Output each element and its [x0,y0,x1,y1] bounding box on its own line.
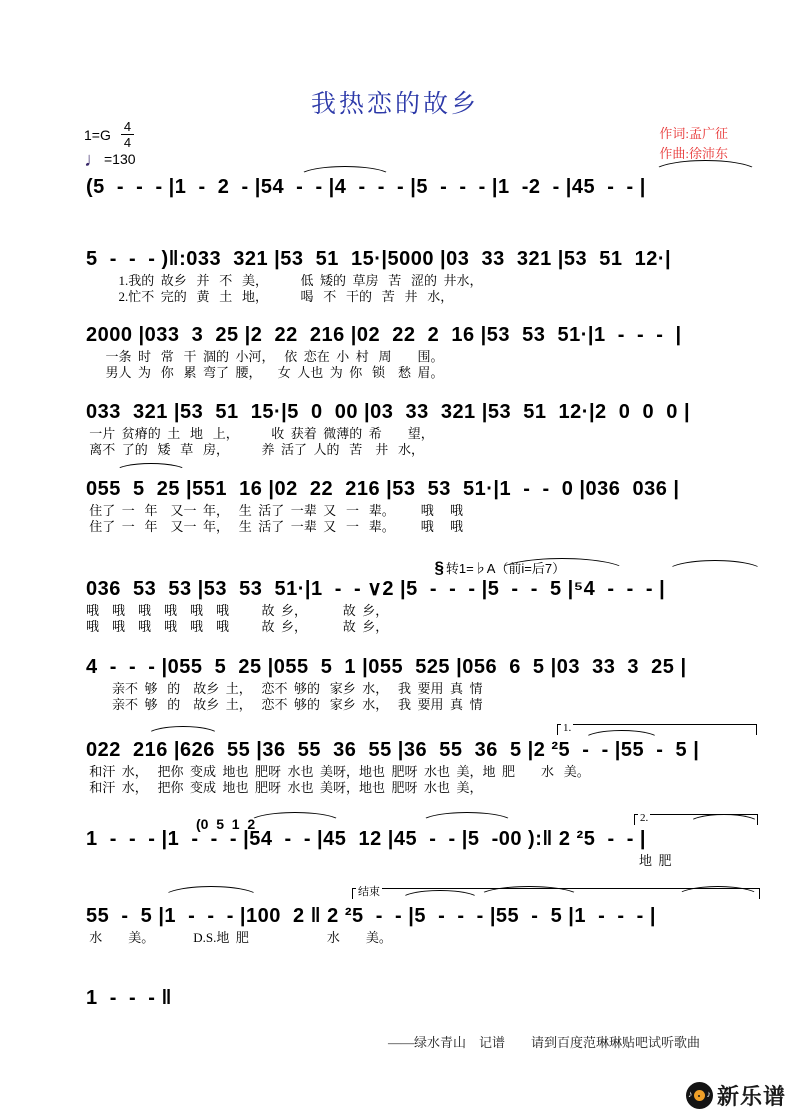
ending-bracket [557,724,757,735]
lyric-line: 亲不 够 的 故乡 土， 恋不 够的 家乡 水， 我 要用 真 情 [86,681,483,696]
lyric-line: 和汗 水， 把你 变成 地也 肥呀 水也 美呀，地也 肥呀 水也 美，地 肥 水 美。 [86,764,590,779]
key-change-annotation [420,543,565,593]
ending-label: 1. [563,722,572,734]
quarter-note-icon: ♩ [84,149,104,171]
composer-credit: 作曲:徐沛东 [659,146,728,161]
lyric-line: 和汗 水， 把你 变成 地也 肥呀 水也 美呀，地也 肥呀 水也 美， [86,780,483,795]
site-logo [686,1080,786,1111]
notation-line: 033 321 |53 51 15·|5 0 00 |03 33 321 |53 51 12·|2 0 0 0 | [86,401,691,423]
music-system [86,174,790,200]
music-note-icon: ♪ [706,1089,711,1099]
tempo-value: =130 [104,151,136,167]
lyric-line: 哦 哦 哦 哦 哦 哦 故 乡， 故 乡， [86,603,389,618]
music-system [86,399,790,457]
lyric-line: 1.我的 故乡 并 不 美， 低 矮的 草房 苦 涩的 井水， [86,273,483,288]
ending-label: 2. [640,812,649,824]
lyric-line: 亲不 够 的 故乡 土， 恋不 够的 家乡 水， 我 要用 真 情 [86,697,483,712]
lyric-line: 离不 了的 矮 草 房， 养 活了 人的 苦 井 水， [86,442,425,457]
music-system [86,737,790,795]
music-system [86,476,790,534]
music-system [86,322,790,380]
notation-line: 055 5 25 |551 16 |02 22 216 |53 53 51·|1 - - 0 |036 036 | [86,478,680,500]
key-tempo-block [84,119,136,171]
lyric-line: 2.忙不 完的 黄 土 地， 喝 不 干的 苦 井 水， [86,289,454,304]
song-title: 我热恋的故乡 [310,91,479,118]
credits [659,124,728,164]
key-change-label: 转1=♭A（前i=后7） [445,561,566,576]
notation-line: 5 - - - )‖:033 321 |53 51 15·|5000 |03 33 321 |53 51 12·| [86,248,672,270]
key-signature: 1=G [84,126,111,143]
transcriber-footer: ——绿水青山 记谱 请到百度范琳琳贴吧试听歌曲 [388,1035,701,1050]
notation-line: 022 216 |626 55 |36 55 36 55 |36 55 36 5 |2 ²5 - - |55 - 5 | [86,739,700,761]
notation-line: 4 - - - |055 5 25 |055 5 1 |055 525 |056 6 5 |03 33 3 25 | [86,656,687,678]
notation-line: 1 - - - |1 - - - |54 - - |45 12 |45 - - |5 -00 ):‖ 2 ²5 - - | [86,828,647,850]
lyricist-credit: 作词:孟广征 [659,126,728,141]
music-system [86,826,790,868]
music-system [86,903,790,945]
site-logo-text: 新乐谱 [716,1084,786,1109]
lyric-line: 一条 时 常 干 涸的 小河， 依 恋在 小 村 周 围。 [86,349,444,364]
music-system [86,985,790,1011]
lyric-line: 一片 贫瘠的 土 地 上， 收 获着 微薄的 希 望， [86,426,434,441]
notation-line: 036 53 53 |53 53 51·|1 - - ∨2 |5 - - - |5 - - 5 |⁵4 - - - | [86,578,666,600]
lyric-line: 住了 一 年 又一 年， 生 活了 一辈 又 一 辈。 哦 哦 [86,503,464,518]
lyric-line: 住了 一 年 又一 年， 生 活了 一辈 又 一 辈。 哦 哦 [86,519,464,534]
vinyl-record-icon [686,1082,713,1109]
time-signature-bottom: 4 [123,135,132,150]
notation-line: 55 - 5 |1 - - - |100 2 ‖ 2 ²5 - - |5 - - - |55 - 5 |1 - - - | [86,905,656,927]
ending-bracket [634,814,758,825]
lyric-line: 哦 哦 哦 哦 哦 哦 故 乡， 故 乡， [86,619,389,634]
lyric-line: 男人 为 你 累 弯了 腰， 女 人也 为 你 锁 愁 眉。 [86,365,444,380]
lyric-line: 地 肥 [639,853,672,868]
time-signature [121,120,134,149]
lyric-line: 水 美。 D.S.地 肥 水 美。 [86,930,392,945]
cue-notes: (0 5 1 2 [196,816,256,832]
notation-line: 2000 |033 3 25 |2 22 216 |02 22 2 16 |53 53 51·|1 - - - | [86,324,682,346]
segno-icon: § [434,558,444,577]
ending-bracket [352,888,760,899]
notation-line: 1 - - - ‖ [86,987,172,1009]
ending-label: 结束 [358,886,380,898]
time-signature-top: 4 [121,120,134,135]
music-system [86,246,790,304]
music-note-icon: ♪ [687,1089,693,1099]
music-system [86,654,790,712]
notation-line: (5 - - - |1 - 2 - |54 - - |4 - - - |5 - - - |1 -2 - |45 - - | [86,176,646,198]
